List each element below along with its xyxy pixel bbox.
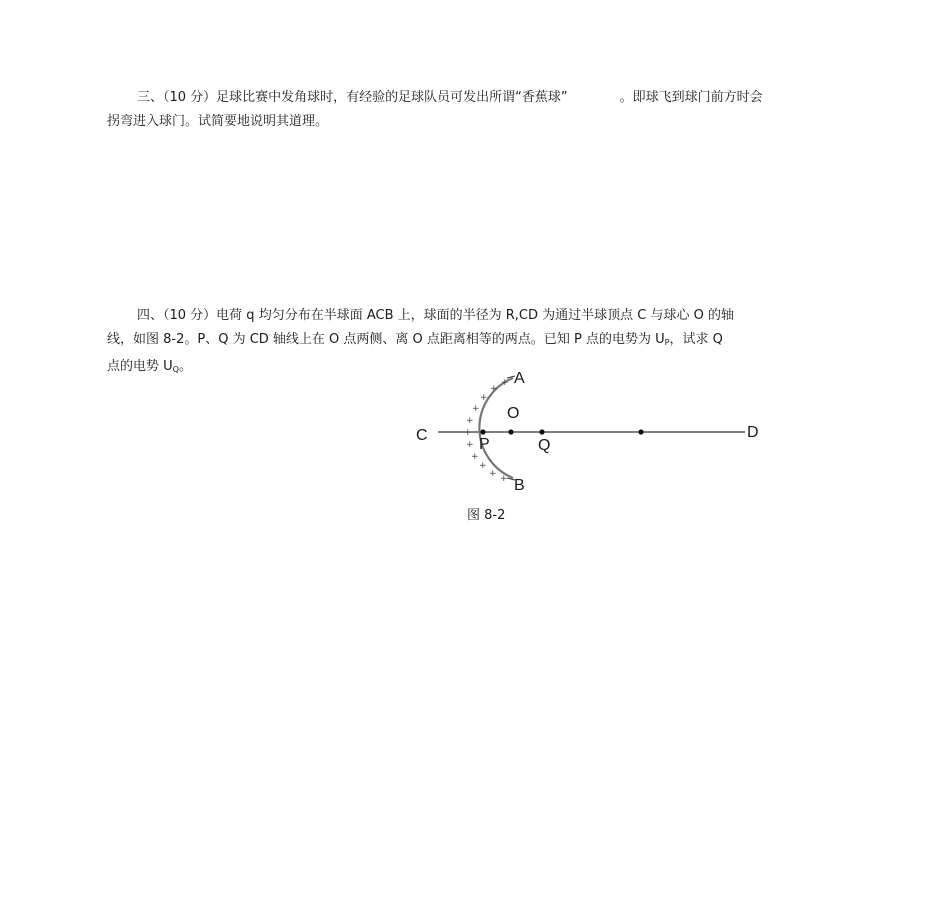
charge-mark: + (479, 461, 487, 471)
problem-3-line-2: 拐弯进入球门。试简要地说明其道理。 (107, 114, 329, 129)
charge-mark: + (501, 378, 509, 388)
charge-mark: + (464, 428, 472, 438)
problem-4-line-3-text: 点的电势 U (107, 359, 173, 374)
charge-mark: + (471, 452, 479, 462)
potential-p-subscript: P (664, 338, 670, 347)
problem-4-line-2-text: 线，如图 8-2。P、Q 为 CD 轴线上在 O 点两侧、离 O 点距离相等的两点。已知 P 点的电势为 U (107, 332, 665, 347)
figure-caption: 图 8-2 (467, 508, 506, 523)
charge-markers (464, 378, 509, 484)
problem-4-line-2 (107, 328, 855, 355)
problem-4-line-2-tail: ，试求 Q (669, 332, 723, 347)
label-q: Q (538, 437, 551, 454)
label-a: A (514, 370, 525, 387)
charge-mark: + (489, 469, 497, 479)
charge-mark: + (472, 404, 480, 414)
figure-8-2-diagram (405, 364, 775, 504)
problem-3-line-1 (107, 86, 855, 110)
label-c: C (416, 427, 428, 444)
point-q-dot (539, 429, 544, 434)
problem-3 (107, 86, 855, 134)
charge-mark: + (490, 384, 498, 394)
problem-4-line-3-tail: 。 (178, 359, 192, 374)
charge-mark: + (466, 440, 474, 450)
point-p-dot (480, 429, 485, 434)
problem-3-text-a: 三、（10 分）足球比赛中发角球时，有经验的足球队员可发出所谓“香蕉球” (137, 90, 568, 105)
label-p: P (479, 436, 490, 453)
charge-mark: + (480, 393, 488, 403)
charge-mark: + (466, 416, 474, 426)
axis-point-dot (638, 429, 643, 434)
label-b: B (514, 477, 525, 494)
problem-4-line-1: 四、（10 分）电荷 q 均匀分布在半球面 ACB 上，球面的半径为 R,CD 为通过半球顶点 C 与球心 O 的轴 (137, 308, 734, 323)
potential-q-subscript: Q (172, 365, 179, 374)
problem-3-text-b: 。即球飞到球门前方时会 (619, 90, 763, 105)
label-d: D (747, 424, 759, 441)
label-o: O (507, 405, 520, 422)
charge-mark: + (500, 474, 508, 484)
point-o-dot (508, 429, 513, 434)
